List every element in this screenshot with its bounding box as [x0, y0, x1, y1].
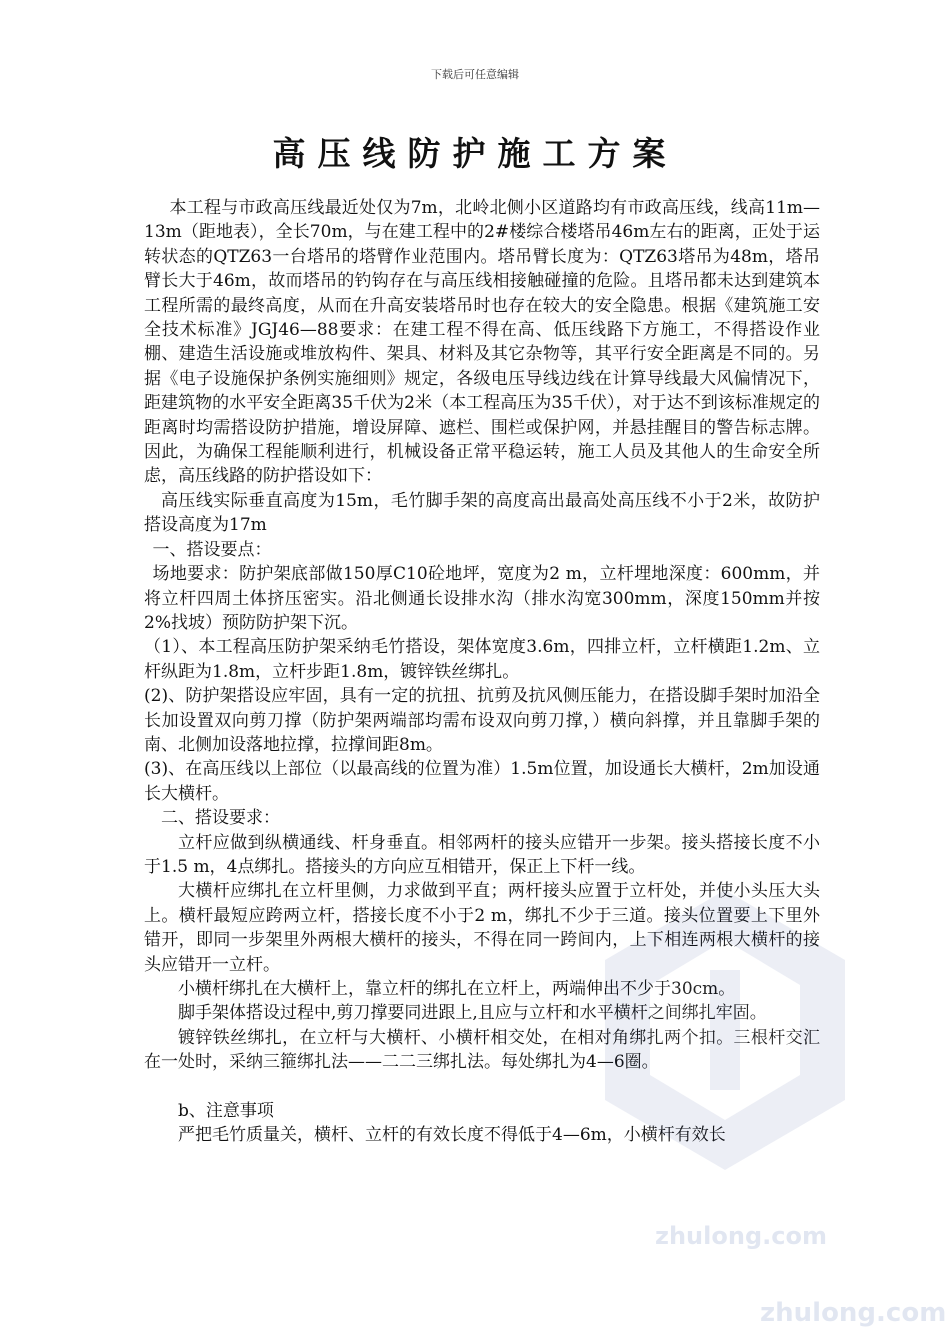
section-heading-setup-requirements: 二、搭设要求：	[161, 808, 280, 829]
paragraph-intro: 本工程与市政高压线最近处仅为7m，北岭北侧小区道路均有市政高压线，线高11m—13m（距地表），全长70m，与在建工程中的2#楼综合楼塔吊46m左右的距离，正处于运转状态的QTZ63一台塔吊的塔臂作业范围内。塔吊臂长度为：QTZ63塔吊为48m，塔吊臂长大于46m，故而塔吊的钓钩存在与高压线相接触碰撞的危险。且塔吊都未达到建筑本工程所需的最终高度，从而在升高安装塔吊时也存在较大的安全隐患。根据《建筑施工安全技术标准》JGJ46—88要求：在建工程不得在高、低压线路下方施工，不得搭设作业棚、建造生活设施或堆放构件、架具、材料及其它杂物等，其平行安全距离是不同的。另据《电子设施保护条例实施细则》规定，各级电压导线边线在计算导线最大风偏情况下，距建筑物的水平安全距离35千伏为2米（本工程高压为35千伏），对于达不到该标准规定的距离时均需搭设防护措施，增设屏障、遮栏、围栏或保护网，并悬挂醒目的警告标志牌。因此，为确保工程能顺利进行，机械设备正常平稳运转，施工人员及其他人的生命安全所虑，高压线路的防护搭设如下：	[144, 198, 820, 487]
section-heading-setup-points: 一、搭设要点：	[152, 539, 272, 560]
paragraph-small-crossbars: 小横杆绑扎在大横杆上，靠立杆的绑扎在立杆上，两端伸出不少于30cm。	[178, 979, 736, 999]
paragraph-item-1: （1）、本工程高压防护架采纳毛竹搭设，架体宽度3.6m，四排立杆，立杆横距1.2m、立杆纵距为1.8m，立杆步距1.8m，镀锌铁丝绑扎。	[144, 637, 820, 682]
paragraph-scissor-braces: 脚手架体搭设过程中,剪刀撑要同进跟上,且应与立杆和水平横杆之间绑扎牢固。	[178, 1003, 767, 1024]
paragraph-height: 高压线实际垂直高度为15m，毛竹脚手架的高度高出最高处高压线不小于2米，故防护搭设高度为17m	[144, 490, 820, 536]
paragraph-vertical-poles: 立杆应做到纵横通线、杆身垂直。相邻两杆的接头应错开一步架。接头搭接长度不小于1.5 m，4点绑扎。搭接头的方向应互相错开，保正上下杆一线。	[144, 832, 820, 877]
paragraph-bamboo-quality: 严把毛竹质量关，横杆、立杆的有效长度不得低于4—6m，小横杆有效长	[178, 1125, 726, 1146]
blank-line	[144, 1075, 820, 1099]
paragraph-wire-binding: 镀锌铁丝绑扎，在立杆与大横杆、小横杆相交处，在相对角绑扎两个扣。三根杆交汇在一处时，采纳三箍绑扎法——二二三绑扎法。每处绑扎为4—6圈。	[144, 1027, 820, 1073]
watermark-site-text-corner: zhulong.com	[760, 1298, 947, 1328]
paragraph-large-crossbars: 大横杆应绑扎在立杆里侧，力求做到平直；两杆接头应置于立杆处，并使小头压大头上。横杆最短应跨两立杆，搭接长度不小于2 m，绑扎不少于三道。接头位置要上下里外错开，即同一步架里外两根大横杆的接头，不得在同一跨间内，上下相连两根大横杆的接头应错开一立杆。	[144, 881, 820, 975]
paragraph-item-2: (2)、防护架搭设应牢固，具有一定的抗扭、抗剪及抗风侧压能力，在搭设脚手架时加沿全长加设置双向剪刀撑（防护架两端部均需布设双向剪刀撑，）横向斜撑，并且靠脚手架的南、北侧加设落地拉撑，拉撑间距8m。	[144, 686, 820, 755]
document-title: 高压线防护施工方案	[272, 134, 678, 173]
paragraph-site-requirements: 场地要求：防护架底部做150厚C10砼地坪，宽度为2 m，立杆埋地深度：600mm，并将立杆四周土体挤压密实。沿北侧通长设排水沟（排水沟宽300mm，深度150mm并按2%找坡）预防防护架下沉。	[144, 564, 820, 633]
watermark-site-text: zhulong.com	[655, 1222, 827, 1250]
header-note: 下载后可任意编辑	[431, 68, 519, 81]
section-heading-notes: b、注意事项	[178, 1101, 274, 1122]
document-body	[144, 196, 820, 1148]
paragraph-item-3: (3)、在高压线以上部位（以最高线的位置为准）1.5m位置，加设通长大横杆，2m加设通长大横杆。	[144, 759, 820, 804]
